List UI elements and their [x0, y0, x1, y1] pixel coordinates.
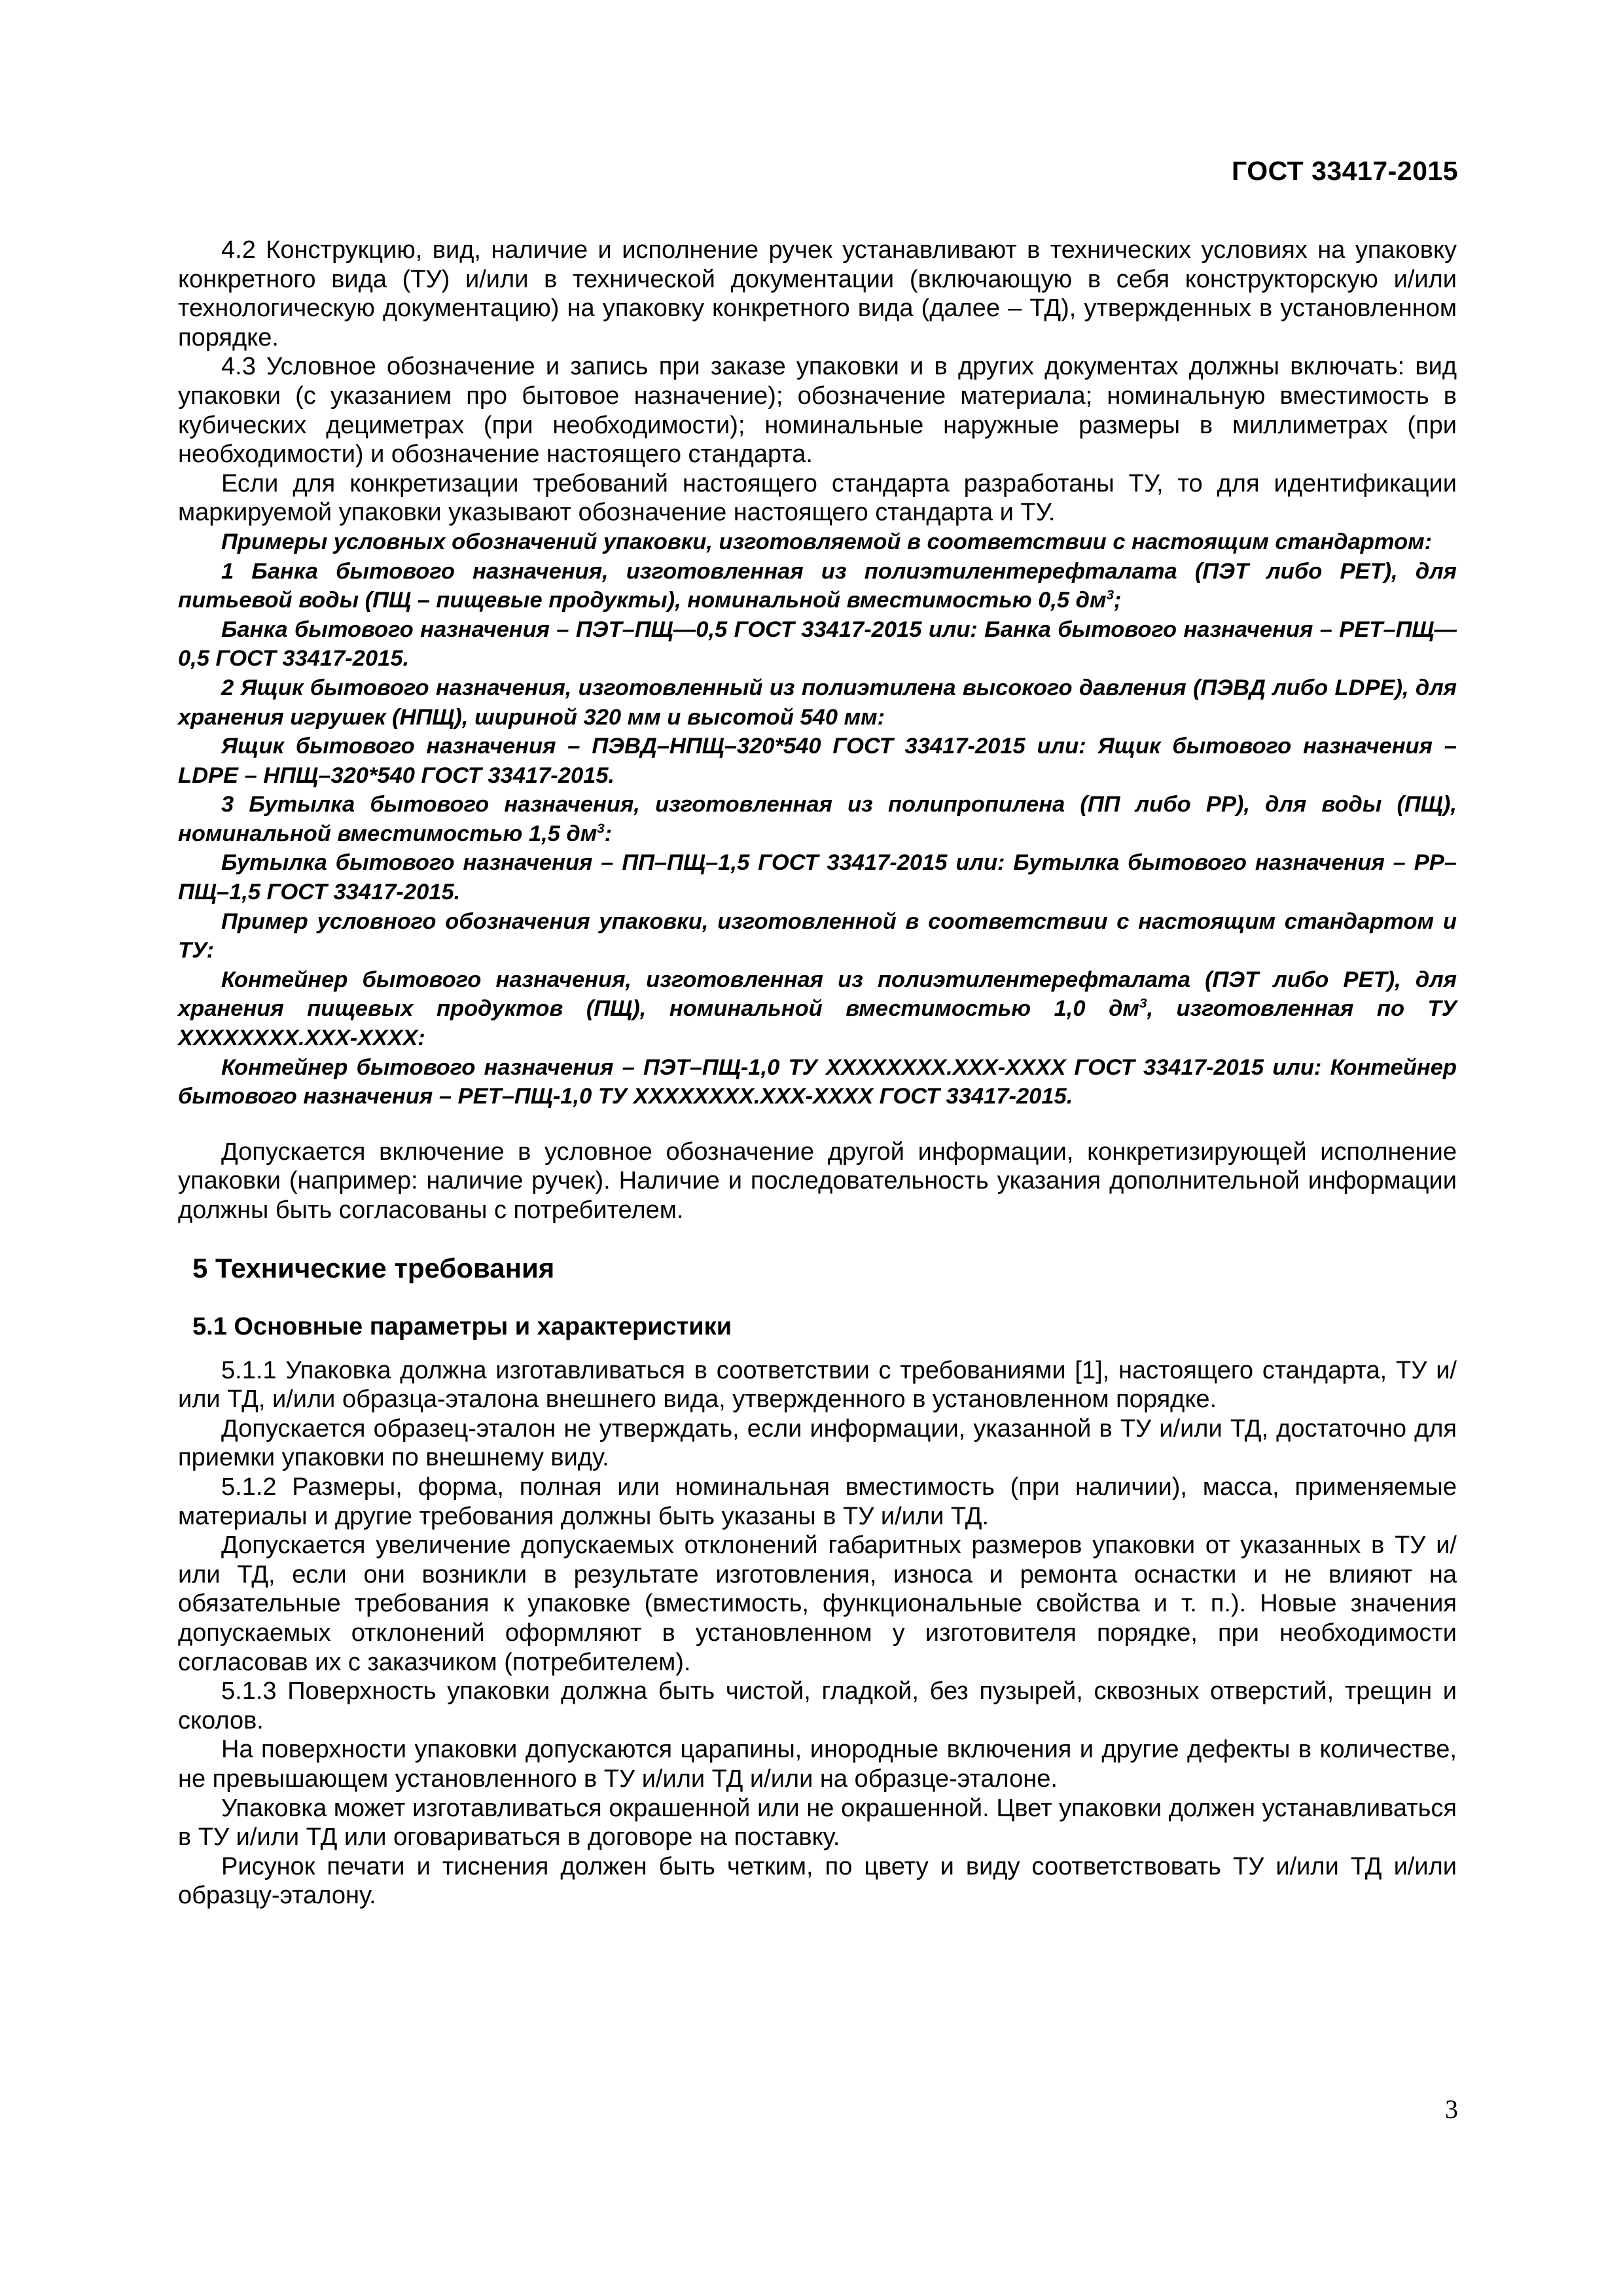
page-number: 3	[1445, 2094, 1458, 2124]
example-3-description: 3 Бутылка бытового назначения, изготовленная из полипропилена (ПП либо PP), для воды (ПЩ), номинальной вместимостью 1,5 $дм^3$:	[178, 792, 1457, 846]
example-3-designation: Бутылка бытового назначения – ПП–ПЩ–1,5 ГОСТ 33417-2015 или: Бутылка бытового назначения – PP–ПЩ–1,5 ГОСТ 33417-2015.	[178, 850, 1457, 905]
paragraph-4-2: 4.2 Конструкцию, вид, наличие и исполнение ручек устанавливают в технических условиях на упаковку конкретного вида (ТУ) и/или в технической документации (включающую в себя конструкторскую и/или технологическую документацию) на упаковку конкретного вида (далее – ТД), утвержденных в установленном порядке.	[178, 236, 1457, 351]
paragraph-tu-identification: Если для конкретизации требований настоящего стандарта разработаны ТУ, то для идентификации маркируемой упаковки указывают обозначение настоящего стандарта и ТУ.	[178, 469, 1457, 527]
paragraph-5-1-1-b: Допускается образец-эталон не утверждать, если информации, указанной в ТУ и/или ТД, достаточно для приемки упаковки по внешнему виду.	[178, 1414, 1457, 1472]
subsection-5-1-heading: 5.1 Основные параметры и характеристики	[192, 1312, 732, 1340]
example-1-description: 1 Банка бытового назначения, изготовленная из полиэтилентерефталата (ПЭТ либо PET), для питьевой воды (ПЩ – пищевые продукты), номинальной вместимостью 0,5 $дм^3$;	[178, 558, 1457, 613]
example-tu-intro: Пример условного обозначения упаковки, изготовленной в соответствии с настоящим стандартом и ТУ:	[178, 908, 1457, 963]
paragraph-5-1-2: 5.1.2 Размеры, форма, полная или номинальная вместимость (при наличии), масса, применяемые материалы и другие требования должны быть указаны в ТУ и/или ТД.	[178, 1473, 1457, 1530]
paragraph-4-3: 4.3 Условное обозначение и запись при заказе упаковки и в других документах должны включать: вид упаковки (с указанием про бытовое назначение); обозначение материала; номинальную вместимость в кубических дециметрах (при необходимости); номинальные наружные размеры в миллиметрах (при необходимости) и обозначение настоящего стандарта.	[178, 353, 1457, 469]
paragraph-5-1-3-c: Упаковка может изготавливаться окрашенной или не окрашенной. Цвет упаковки должен устанавливаться в ТУ и/или ТД или оговариваться в договоре на поставку.	[178, 1794, 1457, 1852]
paragraph-additional-info: Допускается включение в условное обозначение другой информации, конкретизирующей исполнение упаковки (например: наличие ручек). Наличие и последовательность указания дополнительной информации должны быть согласованы с потребителем.	[178, 1138, 1457, 1224]
paragraph-5-1-1: 5.1.1 Упаковка должна изготавливаться в соответствии с требованиями [1], настоящего стандарта, ТУ и/или ТД, и/или образца-эталона внешнего вида, утвержденного в установленном порядке.	[178, 1356, 1457, 1414]
paragraph-5-1-2-b: Допускается увеличение допускаемых отклонений габаритных размеров упаковки от указанных в ТУ и/или ТД, если они возникли в результате изготовления, износа и ремонта оснастки и не влияют на обязательные требования к упаковке (вместимость, функциональные свойства и т. п.). Новые значения допускаемых отклонений оформляют в установленном у изготовителя порядке, при необходимости согласовав их с заказчиком (потребителем).	[178, 1532, 1457, 1676]
paragraph-5-1-3-d: Рисунок печати и тиснения должен быть четким, по цвету и виду соответствовать ТУ и/или ТД и/или образцу-эталону.	[178, 1852, 1457, 1910]
example-tu-designation: Контейнер бытового назначения – ПЭТ–ПЩ-1,0 ТУ XXXXXXXX.XXX-XXXX ГОСТ 33417-2015 или: Контейнер бытового назначения – PET–ПЩ-1,0 ТУ XXXXXXXX.XXX-XXXX ГОСТ 33417-2015.	[178, 1054, 1457, 1109]
example-1-designation: Банка бытового назначения – ПЭТ–ПЩ—0,5 ГОСТ 33417-2015 или: Банка бытового назначения – PET–ПЩ—0,5 ГОСТ 33417-2015.	[178, 617, 1457, 672]
standard-designation: ГОСТ 33417-2015	[1232, 156, 1458, 186]
page-body	[178, 236, 1457, 1910]
example-tu-description: Контейнер бытового назначения, изготовленная из полиэтилентерефталата (ПЭТ либо PET), для хранения пищевых продуктов (ПЩ), номинальной вместимостью 1,0 $дм^3$, изготовленная по ТУ XXXXXXXX.XXX-XXXX:	[178, 967, 1457, 1051]
examples-intro: Примеры условных обозначений упаковки, изготовляемой в соответствии с настоящим стандартом:	[221, 529, 1433, 554]
section-5-heading: 5 Технические требования	[192, 1252, 555, 1283]
paragraph-5-1-3: 5.1.3 Поверхность упаковки должна быть чистой, гладкой, без пузырей, сквозных отверстий, трещин и сколов.	[178, 1677, 1457, 1734]
example-2-designation: Ящик бытового назначения – ПЭВД–НПЩ–320*540 ГОСТ 33417-2015 или: Ящик бытового назначения – LDPE – НПЩ–320*540 ГОСТ 33417-2015.	[178, 734, 1457, 788]
paragraph-5-1-3-b: На поверхности упаковки допускаются царапины, инородные включения и другие дефекты в количестве, не превышающем установленного в ТУ и/или ТД и/или на образце-эталоне.	[178, 1736, 1457, 1793]
example-2-description: 2 Ящик бытового назначения, изготовленный из полиэтилена высокого давления (ПЭВД либо LDPE), для хранения игрушек (НПЩ), шириной 320 мм и высотой 540 мм:	[178, 675, 1457, 730]
